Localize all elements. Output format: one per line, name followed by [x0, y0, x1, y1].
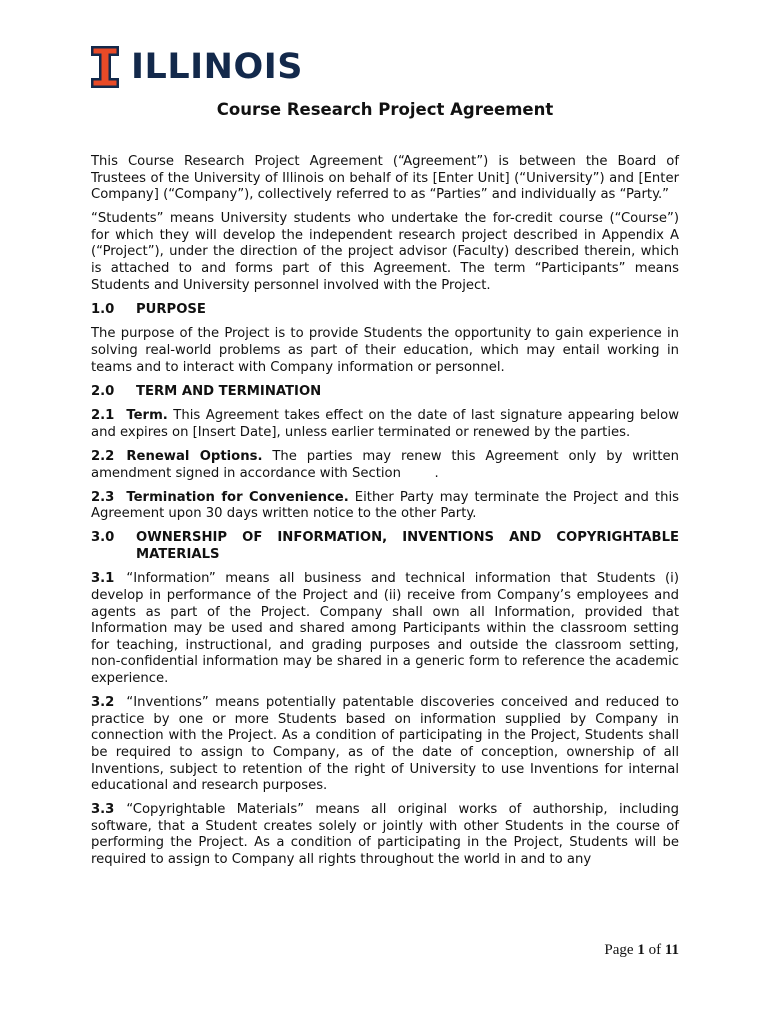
clause-lead: Term. [126, 408, 168, 424]
clause-text: The parties may renew this Agreement only by written amendment signed in accordance with Section . [91, 448, 684, 481]
clause-text: “Inventions” means potentially patentable discoveries conceived and reduced to practice by one or more Students based on information supplied by Company in connection with the Project. As a condition of participating in the Project, Students shall be required to assign to Company, as of the date of conception, ownership of all Inventions, subject to retention of the right of University to use Inventions for internal educational and research purposes. [91, 695, 679, 794]
clause-number: 2.2 [91, 448, 115, 464]
clause-text: Either Party may terminate the Project and this Agreement upon 30 days written notice to the other Party. [91, 489, 679, 522]
clause-3-1 [91, 571, 679, 687]
section-number: 2.0 [91, 383, 115, 399]
clause-text: “Information” means all business and technical information that Students (i) develop in performance of the Project and (ii) receive from Company’s employees and agents as part of the Project. Company shall own all Information, provided that Information may be used and shared among Participants within the classroom setting for teaching, instructional, and grading purposes and outside the classroom setting, non-confidential information may be shared in a generic form to reference the academic experience. [91, 571, 679, 687]
block-i-logo-icon [91, 46, 119, 88]
clause-2-1 [91, 408, 679, 441]
illinois-logo [91, 46, 303, 88]
section-number: 1.0 [91, 301, 115, 317]
page-word: Page [604, 942, 634, 958]
total-pages: 11 [664, 942, 679, 958]
clause-number: 3.2 [91, 695, 115, 711]
current-page: 1 [637, 942, 645, 958]
section-title: OWNERSHIP OF INFORMATION, INVENTIONS AND COPYRIGHTABLE MATERIALS [136, 530, 679, 562]
clause-number: 2.1 [91, 408, 115, 424]
clause-2-3 [91, 490, 679, 523]
intro-paragraph: This Course Research Project Agreement (“Agreement”) is between the Board of Trustees of the University of Illinois on behalf of its [Enter Unit] (“University”) and [Enter Company] (“Company”), collectively referred to as “Parties” and individually as “Party.” [91, 154, 679, 203]
clause-text: This Agreement takes effect on the date of last signature appearing below and expires on [Insert Date], unless earlier terminated or renewed by the parties. [91, 408, 679, 440]
clause-number: 3.3 [91, 802, 115, 818]
document-body [91, 154, 684, 876]
clause-lead: Renewal Options. [126, 448, 263, 464]
section-heading-ownership [91, 530, 679, 563]
clause-3-2 [91, 695, 679, 795]
purpose-paragraph: The purpose of the Project is to provide Students the opportunity to gain experience in solving real-world problems as part of their education, which may entail working in teams and to interact with Company information or personnel. [91, 326, 679, 375]
clause-text: “Copyrightable Materials” means all original works of authorship, including software, that a Student creates solely or jointly with other Students in the course of performing the Project. As a condition of participating in the Project, Students will be required to assign to Company all rights throughout the world in and to any [91, 802, 679, 867]
section-heading-term [91, 384, 679, 401]
section-title: PURPOSE [136, 301, 206, 317]
of-word: of [648, 942, 662, 958]
clause-number: 2.3 [91, 489, 115, 505]
document-title: Course Research Project Agreement [216, 100, 554, 119]
definitions-paragraph: “Students” means University students who undertake the for-credit course (“Course”) for which they will develop the independent research project described in Appendix A (“Project”), under the direction of the project advisor (Faculty) described therein, which is attached to and forms part of this Agreement. The term “Participants” means Students and University personnel involved with the Project. [91, 211, 679, 293]
page-number [604, 942, 679, 959]
section-title: TERM AND TERMINATION [136, 383, 322, 399]
clause-lead: Termination for Convenience. [126, 489, 349, 505]
clause-3-3 [91, 802, 679, 868]
section-heading-purpose [91, 302, 679, 319]
logo-wordmark: ILLINOIS [131, 47, 303, 87]
clause-number: 3.1 [91, 571, 115, 587]
section-number: 3.0 [91, 530, 115, 546]
clause-2-2 [91, 448, 684, 482]
